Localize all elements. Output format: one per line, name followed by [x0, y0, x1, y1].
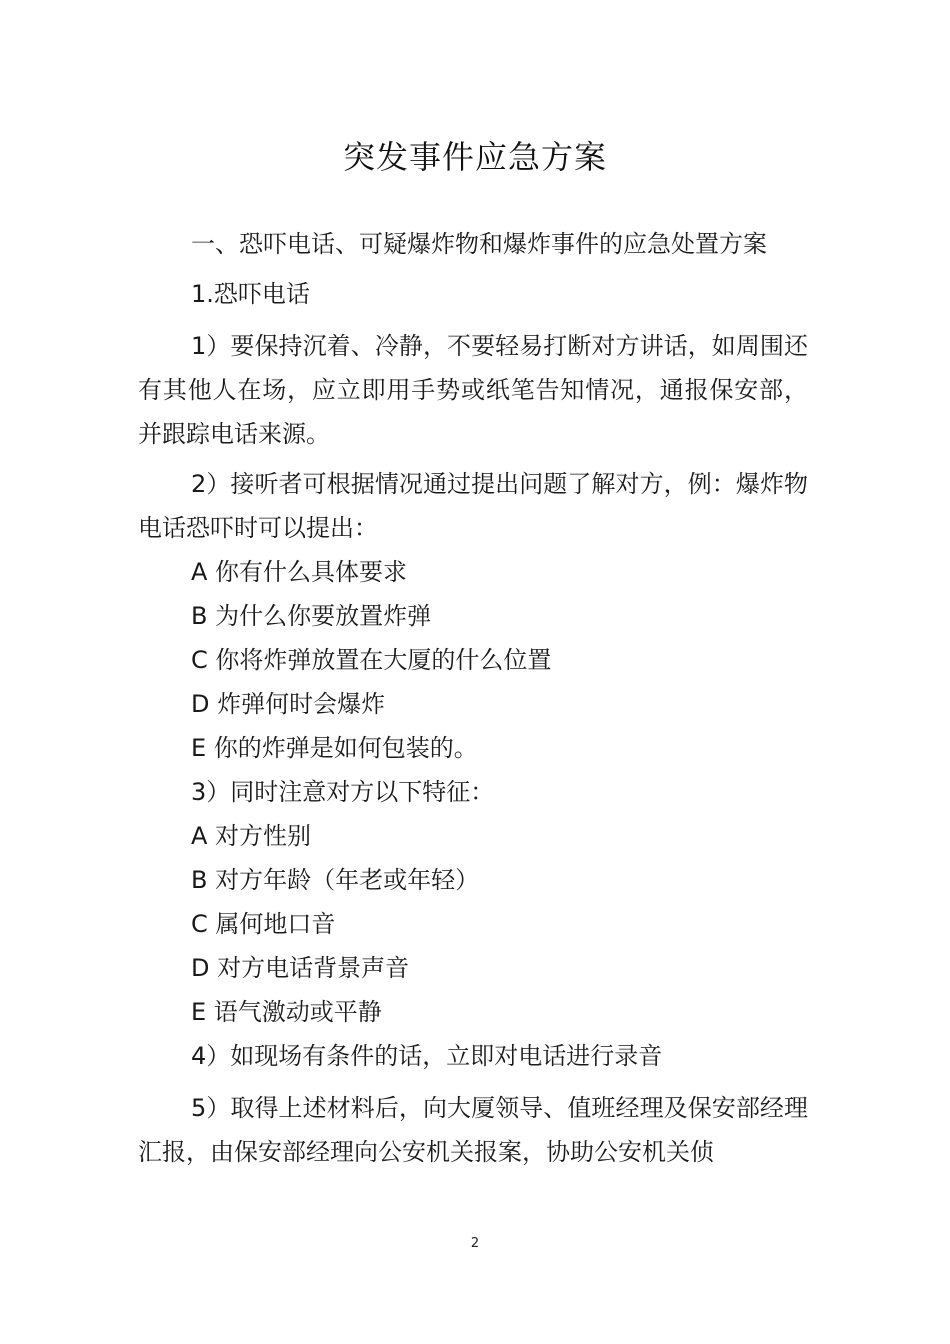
section-heading: 一、恐吓电话、可疑爆炸物和爆炸事件的应急处置方案	[191, 230, 767, 258]
question-e: E 你的炸弹是如何包装的。	[191, 734, 478, 762]
feature-e: E 语气激动或平静	[191, 998, 382, 1026]
document-body	[138, 222, 808, 1174]
feature-b: B 对方年龄（年老或年轻）	[191, 866, 480, 894]
feature-d: D 对方电话背景声音	[191, 954, 410, 982]
page-number: 2	[470, 1236, 480, 1251]
question-d: D 炸弹何时会爆炸	[191, 690, 386, 718]
paragraph-item-2: 2）接听者可根据情况通过提出问题了解对方，例：爆炸物电话恐吓时可以提出：	[138, 470, 808, 542]
question-b: B 为什么你要放置炸弹	[191, 602, 432, 630]
document-title: 突发事件应急方案	[342, 138, 607, 176]
paragraph-item-1: 1）要保持沉着、冷静，不要轻易打断对方讲话，如周围还有其他人在场，应立即用手势或纸笔告知情况，通报保安部，并跟踪电话来源。	[138, 332, 808, 448]
paragraph-item-3: 3）同时注意对方以下特征：	[191, 778, 495, 806]
paragraph-item-4: 4）如现场有条件的话，立即对电话进行录音	[191, 1042, 663, 1070]
subsection-heading: 1.恐吓电话	[191, 280, 310, 308]
feature-a: A 对方性别	[191, 822, 312, 850]
paragraph-item-5: 5）取得上述材料后，向大厦领导、值班经理及保安部经理汇报，由保安部经理向公安机关报案，协助公安机关侦	[138, 1094, 808, 1166]
feature-c: C 属何地口音	[191, 910, 336, 938]
question-c: C 你将炸弹放置在大厦的什么位置	[191, 646, 552, 674]
question-a: A 你有什么具体要求	[191, 558, 408, 586]
